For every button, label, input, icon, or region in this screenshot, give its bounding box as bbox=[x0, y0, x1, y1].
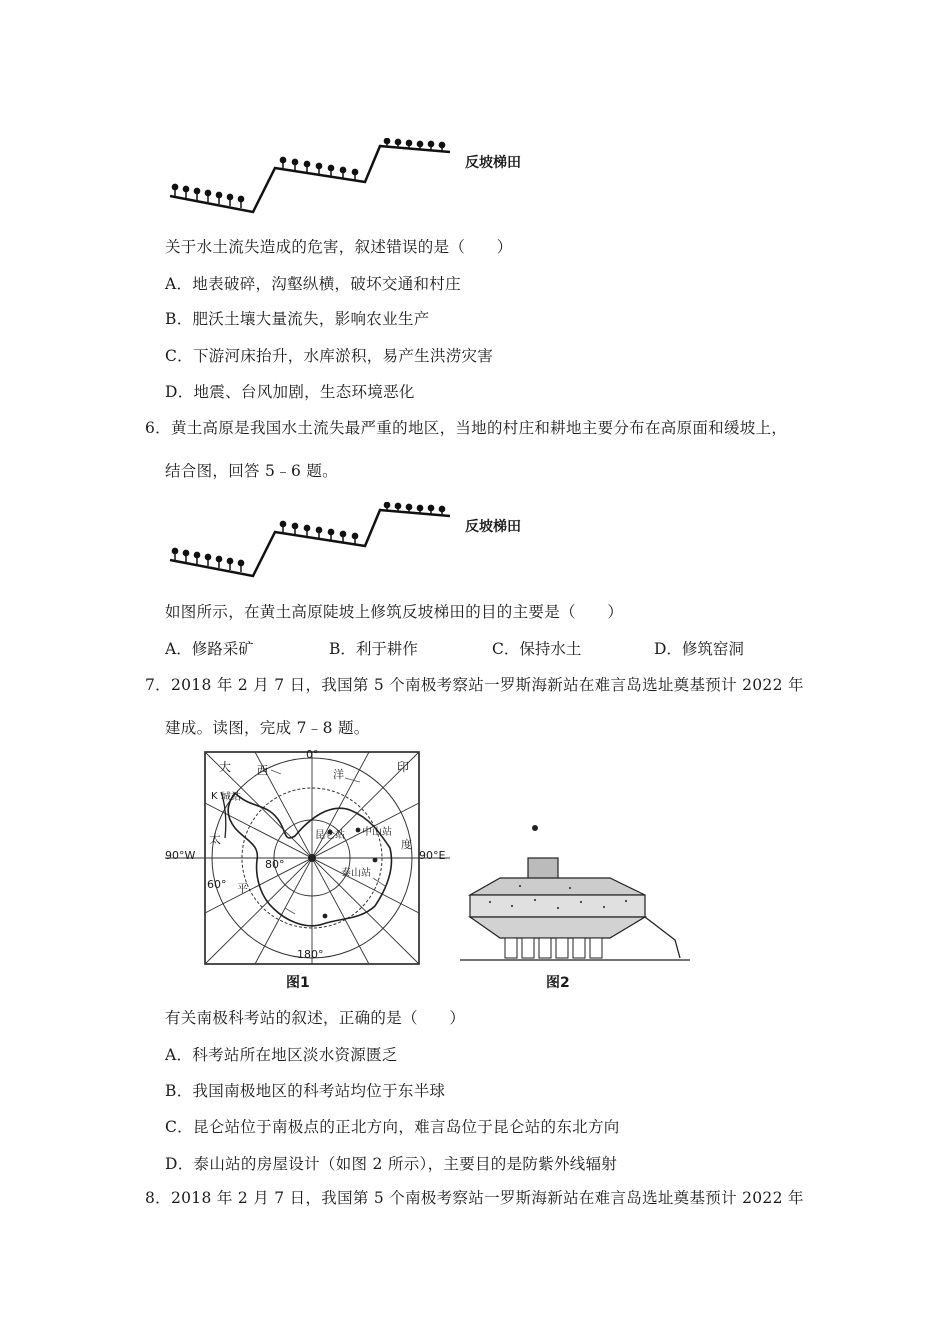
q6-option-b: B．利于耕作 bbox=[329, 640, 418, 658]
map-label-taishan-station: 泰山站 bbox=[341, 868, 371, 879]
q5-option-a: A．地表破碎，沟壑纵横，破坏交通和村庄 bbox=[165, 275, 461, 293]
q6-stem: 如图所示，在黄土高原陡坡上修筑反坡梯田的目的主要是（ ） bbox=[165, 603, 624, 621]
map-caption: 图1 bbox=[286, 975, 310, 991]
q6-option-d: D．修筑窑洞 bbox=[654, 640, 744, 658]
map-label-tai: 太 bbox=[209, 832, 222, 846]
q6-option-a: A．修路采矿 bbox=[165, 640, 254, 658]
q8-intro-line1: 8．2018 年 2 月 7 日，我国第 5 个南极考察站一罗斯海新站在难言岛选址奠基预计 2022 年 bbox=[145, 1189, 804, 1207]
terrace-label: 反坡梯田 bbox=[465, 155, 521, 171]
map-label-cheng-station: 城站 bbox=[221, 792, 241, 803]
map-label-yin: 印 bbox=[397, 760, 410, 774]
map-label-da: 大 bbox=[219, 760, 232, 774]
terrace-label: 反坡梯田 bbox=[465, 519, 521, 535]
q5-option-b: B．肥沃土壤大量流失，影响农业生产 bbox=[165, 310, 430, 328]
q7-option-d: D．泰山站的房屋设计（如图 2 所示），主要目的是防紫外线辐射 bbox=[165, 1155, 618, 1173]
q7-option-b: B．我国南极地区的科考站均位于东半球 bbox=[165, 1082, 446, 1100]
q5-option-d: D．地震、台风加剧，生态环境恶化 bbox=[165, 383, 415, 401]
map-label-80deg: 80° bbox=[265, 858, 285, 871]
q6-intro-line2: 结合图，回答 5﹣6 题。 bbox=[165, 462, 338, 480]
q6-option-c: C．保持水土 bbox=[492, 640, 582, 658]
map-label-0deg: 0° bbox=[306, 748, 319, 761]
map-label-kunlun-station: 昆仑站 bbox=[315, 830, 345, 841]
terrace-profile-graphic bbox=[165, 138, 545, 220]
station-building-figure bbox=[460, 820, 690, 965]
map-label-zhongshan-station: 中山站 bbox=[362, 827, 392, 838]
station-building-graphic bbox=[460, 820, 690, 965]
q7-intro-line2: 建成。读图，完成 7﹣8 题。 bbox=[165, 719, 370, 737]
map-label-90e: 90°E bbox=[419, 849, 446, 862]
map-label-yang: 洋 bbox=[333, 768, 344, 781]
map-label-90w: 90°W bbox=[165, 849, 196, 862]
terrace-profile-graphic bbox=[165, 502, 545, 584]
map-label-xi: 西 bbox=[257, 764, 268, 777]
terrace-diagram-1 bbox=[165, 138, 545, 220]
building-caption: 图2 bbox=[546, 975, 570, 991]
antarctica-map bbox=[165, 748, 450, 970]
q7-intro-line1: 7．2018 年 2 月 7 日，我国第 5 个南极考察站一罗斯海新站在难言岛选址奠基预计 2022 年 bbox=[145, 676, 804, 694]
q5-stem: 关于水土流失造成的危害，叙述错误的是（ ） bbox=[165, 238, 513, 256]
q5-option-c: C．下游河床抬升，水库淤积，易产生洪涝灾害 bbox=[165, 347, 494, 365]
terrace-diagram-2 bbox=[165, 502, 545, 584]
map-label-k: K bbox=[211, 791, 218, 802]
map-label-180deg: 180° bbox=[297, 948, 324, 961]
q7-option-a: A．科考站所在地区淡水资源匮乏 bbox=[165, 1046, 398, 1064]
map-label-60deg: 60° bbox=[207, 878, 227, 891]
map-label-du: 度 bbox=[401, 838, 412, 851]
map-label-ping: 平 bbox=[237, 882, 248, 895]
antarctica-map-graphic bbox=[165, 748, 450, 970]
q7-option-c: C．昆仑站位于南极点的正北方向，难言岛位于昆仑站的东北方向 bbox=[165, 1118, 620, 1136]
q7-stem: 有关南极科考站的叙述，正确的是（ ） bbox=[165, 1009, 466, 1027]
q6-intro-line1: 6．黄土高原是我国水土流失最严重的地区，当地的村庄和耕地主要分布在高原面和缓坡上， bbox=[145, 419, 788, 437]
